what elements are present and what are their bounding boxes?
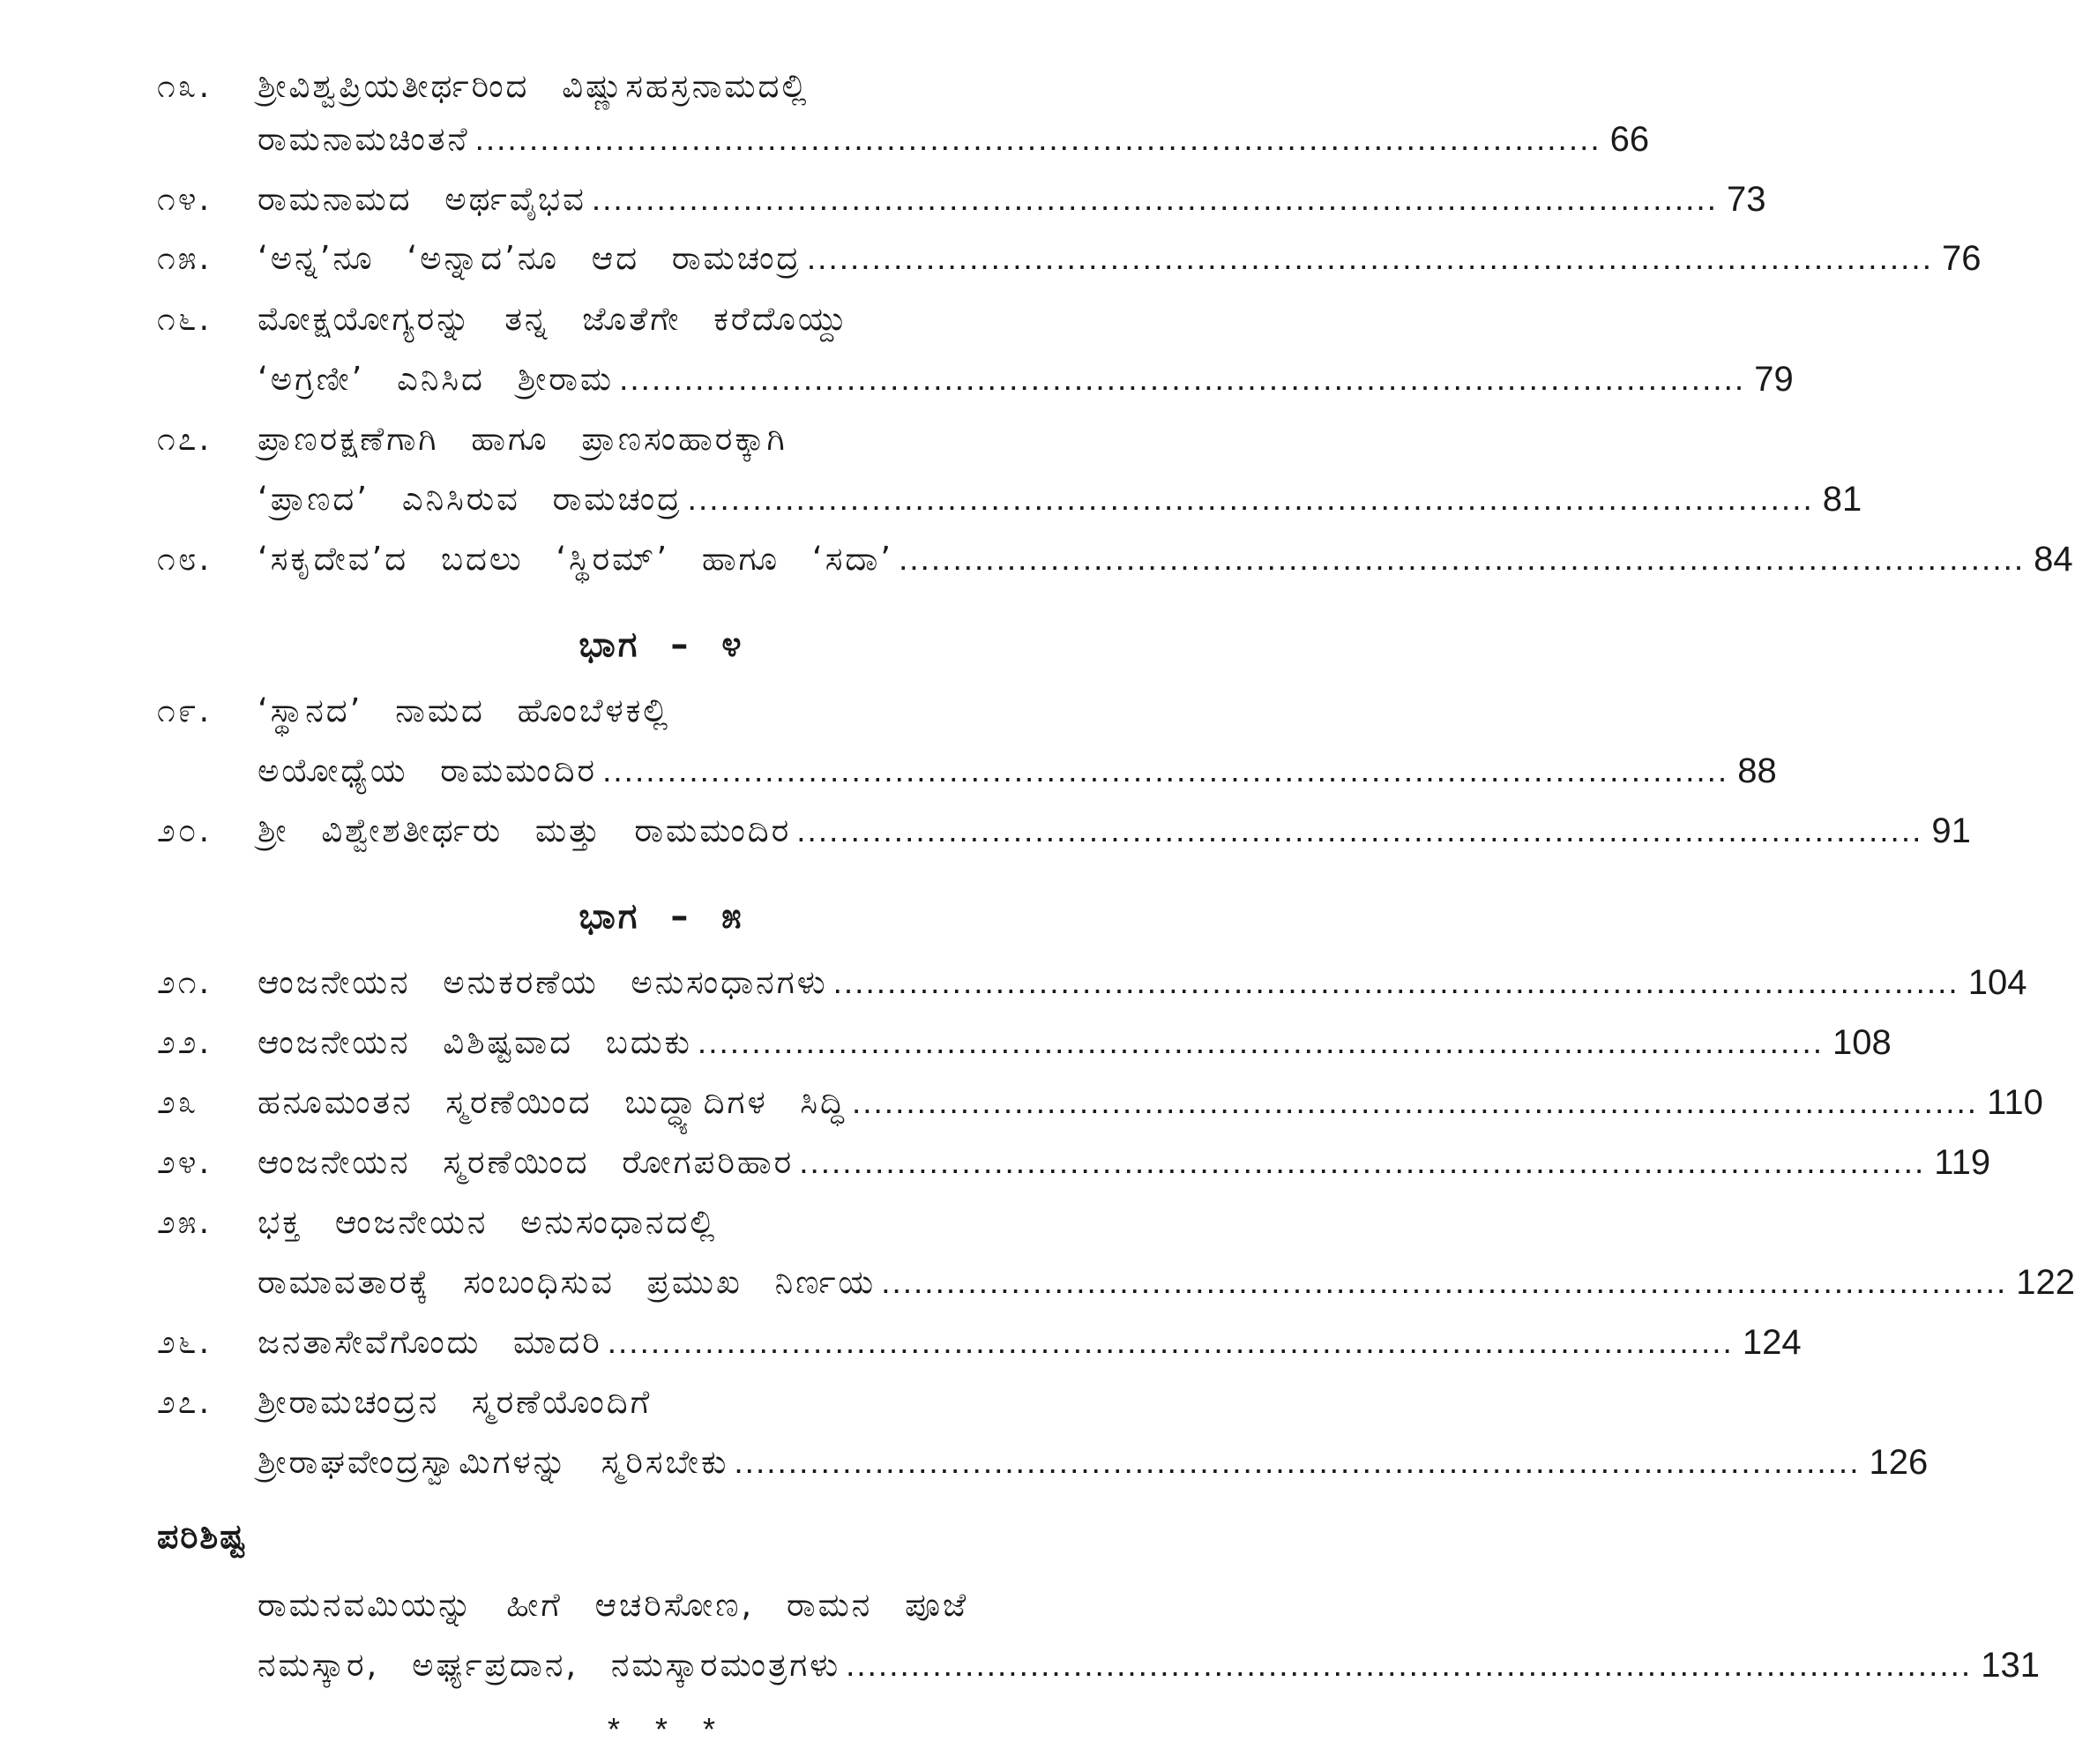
entry-title: ‘ಅನ್ನ’ನೂ ‘ಅನ್ನಾದ’ನೂ ಆದ ರಾಮಚಂದ್ರ [258,239,802,277]
entry-number: ೨೫. [157,1203,213,1241]
entry-leader-row [258,1322,1802,1363]
entry-title-line2: ರಾಮನಾಮಚಿಂತನೆ [258,120,470,158]
toc-entry [0,1376,1323,1429]
page-number: 124 [1742,1322,1802,1362]
toc-entry-continuation [0,473,1862,526]
entry-leader-row [258,238,1982,279]
dot-leader: ........................................................................................................ [591,181,1718,217]
entry-number: ೧೪. [157,180,213,218]
entry-title-line1: ಭಕ್ತ ಆಂಜನೇಯನ ಅನುಸಂಧಾನದಲ್ಲಿ [258,1203,718,1241]
dot-leader: ........................................................................................................ [687,481,1814,517]
dot-leader: ........................................................................................................ [734,1444,1861,1480]
entry-number: ೧೯. [157,691,213,729]
entry-number: ೨೦. [157,811,213,849]
entry-leader-row [258,1442,1929,1483]
dot-leader: ........................................................................................................ [607,1324,1734,1360]
toc-entry [0,1016,1892,1069]
section-heading: ಭಾಗ – ೪ [578,624,744,665]
dot-leader: ........................................................................................................ [474,121,1601,157]
entry-leader-row [258,811,1971,851]
appendix-entry-continuation [0,1639,2040,1692]
toc-entry [0,1136,1991,1189]
page-number: 66 [1609,119,1650,159]
entry-leader-row [258,479,1862,519]
entry-title-line1: ಶ್ರೀವಿಶ್ವಪ್ರಿಯತೀರ್ಥರಿಂದ ವಿಷ್ಣುಸಹಸ್ರನಾಮದಲ್ಲಿ [258,67,810,105]
dot-leader: ........................................................................................................ [846,1647,1973,1683]
toc-entry [0,1076,2043,1129]
entry-number: ೧೩. [157,67,213,105]
dot-leader: ........................................................................................................ [899,541,2026,577]
entry-title: ಹನೂಮಂತನ ಸ್ಮರಣೆಯಿಂದ ಬುದ್ಧ್ಯಾದಿಗಳ ಸಿದ್ಧಿ [258,1083,847,1121]
entry-leader-row [258,1262,2075,1303]
toc-entry [0,232,1982,285]
appendix-line2: ನಮಸ್ಕಾರ, ಅರ್ಘ್ಯಪ್ರದಾನ, ನಮಸ್ಕಾರಮಂತ್ರಗಳು [258,1646,841,1684]
entry-title: ಆಂಜನೇಯನ ವಿಶಿಷ್ಟವಾದ ಬದುಕು [258,1023,692,1061]
entry-number: ೧೮. [157,540,213,578]
entry-title-line2: ಅಯೋಧ್ಯೆಯ ರಾಮಮಂದಿರ [258,751,598,789]
dot-leader: ........................................................................................................ [881,1264,2008,1300]
entry-title: ‘ಸಕೃದೇವ’ದ ಬದಲು ‘ಸ್ಥಿರಮ್’ ಹಾಗೂ ‘ಸದಾ’ [258,540,894,578]
entry-leader-row [258,1022,1892,1063]
entry-leader-row [258,1645,2040,1686]
entry-number: ೨೭. [157,1383,213,1421]
dot-leader: ........................................................................................................ [697,1024,1825,1060]
page-number: 110 [1987,1082,2043,1122]
dot-leader: ........................................................................................................ [796,812,1923,848]
appendix-line1: ರಾಮನವಮಿಯನ್ನು ಹೀಗೆ ಆಚರಿಸೋಣ, ರಾಮನ ಪೂಜೆ [258,1586,969,1624]
page-number: 126 [1869,1442,1929,1482]
dot-leader: ........................................................................................................ [851,1084,1979,1120]
dot-leader: ........................................................................................................ [619,361,1746,397]
dot-leader: ........................................................................................................ [799,1144,1926,1180]
page-number: 81 [1822,479,1862,519]
entry-leader-row [258,119,1650,160]
entry-title-line1: ಶ್ರೀರಾಮಚಂದ್ರನ ಸ್ಮರಣೆಯೊಂದಿಗೆ [258,1383,653,1421]
toc-entry [0,956,2027,1009]
entry-leader-row [258,539,2073,579]
footer-ornament: * * * [607,1711,716,1747]
toc-entry [0,1316,1802,1369]
toc-entry-continuation [0,744,1777,797]
entry-title: ರಾಮನಾಮದ ಅರ್ಥವೈಭವ [258,180,586,218]
toc-entry [0,173,1766,226]
entry-leader-row [258,1082,2043,1123]
page-number: 131 [1981,1645,2040,1685]
dot-leader: ........................................................................................................ [832,964,1959,1000]
page-number: 108 [1832,1022,1892,1062]
toc-entry [0,1196,1323,1249]
toc-entry-continuation [0,1436,1929,1489]
toc-entry [0,413,1323,466]
page-number: 88 [1737,751,1777,790]
entry-number: ೧೭. [157,420,213,458]
toc-entry [0,293,1323,346]
entry-title-line2: ‘ಅಗ್ರಣೀ’ ಎನಿಸಿದ ಶ್ರೀರಾಮ [258,360,615,398]
dot-leader: ........................................................................................................ [806,240,1933,276]
page-number: 104 [1967,962,2027,1002]
page-number: 84 [2034,539,2073,579]
page-number: 91 [1931,811,1971,850]
toc-entry [0,533,2073,586]
entry-leader-row [258,179,1766,220]
entry-title: ಶ್ರೀ ವಿಶ್ವೇಶತೀರ್ಥರು ಮತ್ತು ರಾಮಮಂದಿರ [258,811,792,849]
entry-number: ೨೬. [157,1323,213,1361]
entry-title-line1: ‘ಸ್ಥಾನದ’ ನಾಮದ ಹೊಂಬೆಳಕಲ್ಲಿ [258,691,671,729]
entry-number: ೨೨. [157,1023,213,1061]
entry-title-line2: ಶ್ರೀರಾಘವೇಂದ್ರಸ್ವಾಮಿಗಳನ್ನು ಸ್ಮರಿಸಬೇಕು [258,1443,729,1481]
entry-leader-row [258,751,1777,791]
entry-leader-row [258,962,2027,1003]
page-number: 79 [1754,359,1794,399]
toc-entry [0,684,1323,737]
entry-leader-row [258,359,1794,400]
entry-title-line2: ರಾಮಾವತಾರಕ್ಕೆ ಸಂಬಂಧಿಸುವ ಪ್ರಮುಖ ನಿರ್ಣಯ [258,1263,877,1301]
page-number: 73 [1726,179,1766,219]
entry-title: ಜನತಾಸೇವೆಗೊಂದು ಮಾದರಿ [258,1323,602,1361]
page-number: 119 [1934,1142,1991,1182]
section-heading: ಭಾಗ – ೫ [578,896,744,937]
toc-entry-continuation [0,113,1650,166]
entry-number: ೧೫. [157,239,213,277]
entry-number: ೧೬. [157,300,213,338]
page-number: 122 [2016,1262,2075,1302]
toc-entry [0,60,1323,113]
entry-title-line1: ಪ್ರಾಣರಕ್ಷಣೆಗಾಗಿ ಹಾಗೂ ಪ್ರಾಣಸಂಹಾರಕ್ಕಾಗಿ [258,420,787,458]
entry-title: ಆಂಜನೇಯನ ಅನುಕರಣೆಯ ಅನುಸಂಧಾನಗಳು [258,963,828,1001]
entry-title-line2: ‘ಪ್ರಾಣದ’ ಎನಿಸಿರುವ ರಾಮಚಂದ್ರ [258,480,683,518]
toc-entry-continuation [0,353,1794,406]
entry-number: ೨೩ [157,1083,199,1121]
page-number: 76 [1942,238,1982,278]
appendix-title: ಪರಿಶಿಷ್ಟ [157,1517,247,1556]
dot-leader: ........................................................................................................ [602,752,1729,789]
entry-title-line1: ಮೋಕ್ಷಯೋಗ್ಯರನ್ನು ತನ್ನ ಜೊತೆಗೇ ಕರೆದೊಯ್ದು [258,300,849,338]
entry-number: ೨೪. [157,1143,213,1181]
toc-entry [0,804,1971,857]
toc-entry-continuation [0,1256,2075,1309]
appendix-entry [0,1579,1323,1632]
entry-number: ೨೧. [157,963,213,1001]
entry-title: ಆಂಜನೇಯನ ಸ್ಮರಣೆಯಿಂದ ರೋಗಪರಿಹಾರ [258,1143,795,1181]
entry-leader-row [258,1142,1991,1183]
